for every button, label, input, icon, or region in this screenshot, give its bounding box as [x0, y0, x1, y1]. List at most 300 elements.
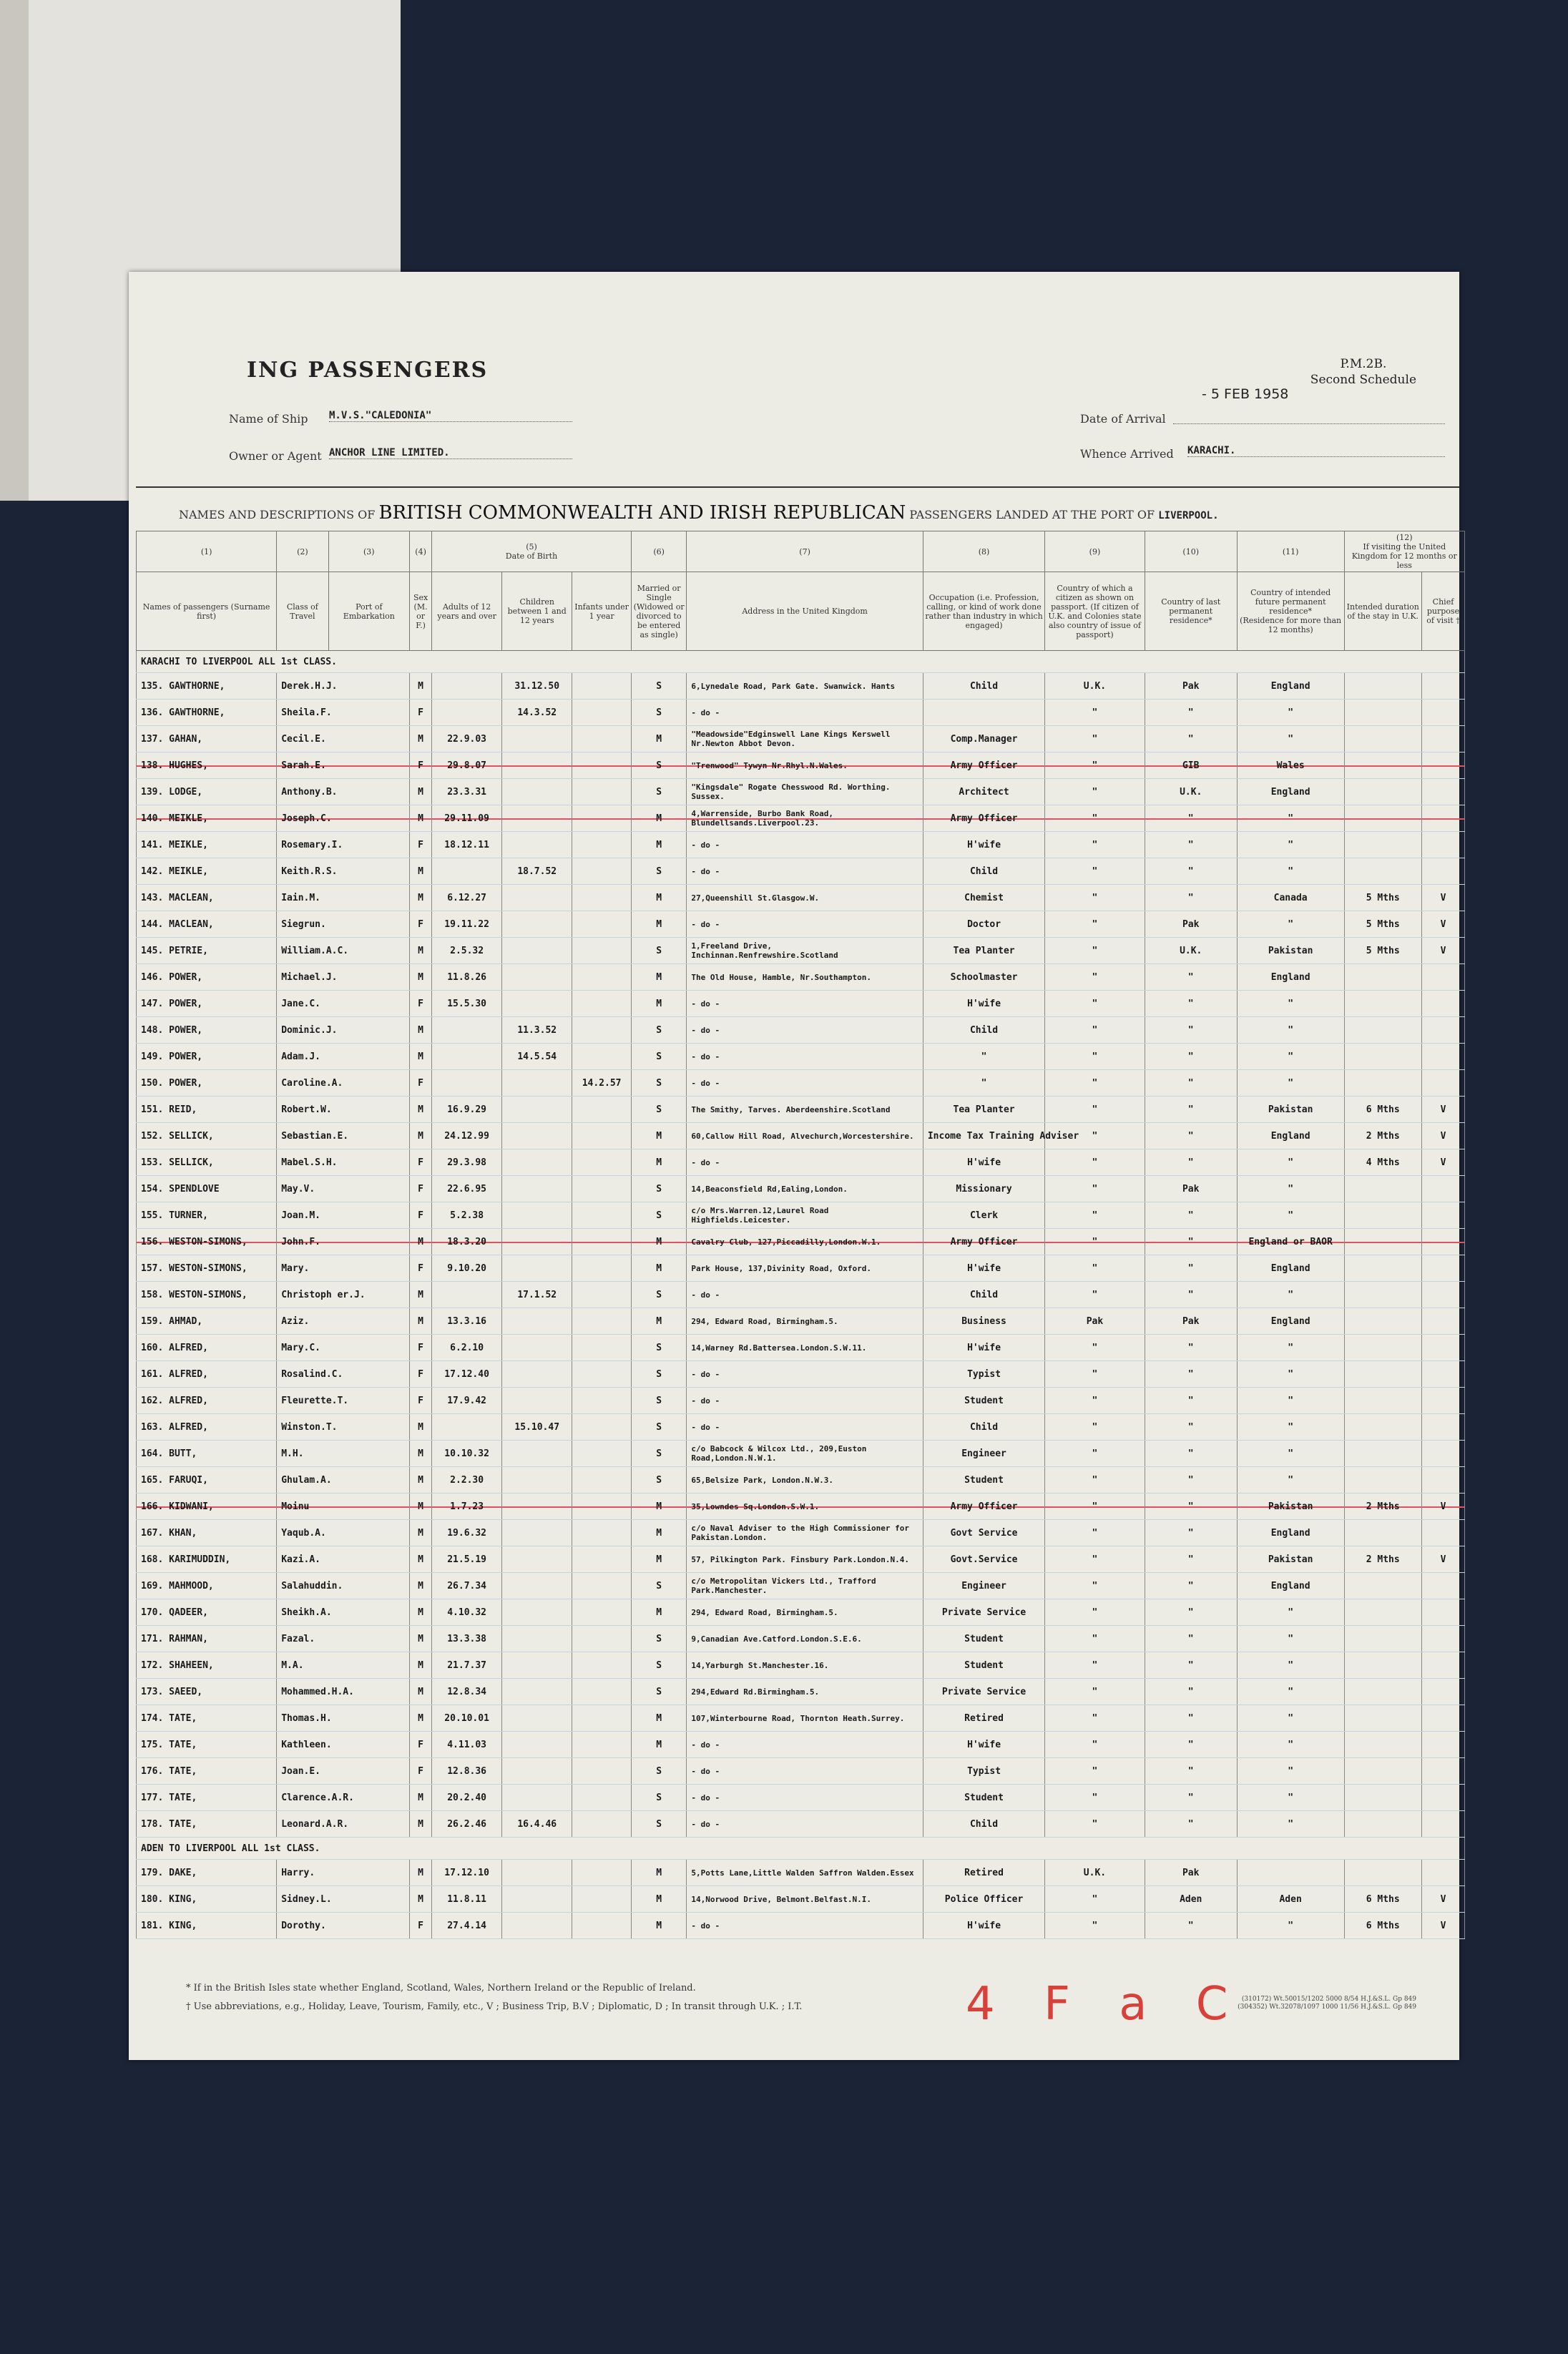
intended-residence: " [1288, 1395, 1294, 1406]
citizenship: " [1045, 1758, 1145, 1785]
surname: POWER, [169, 1077, 203, 1089]
given-names: Moinu [277, 1494, 410, 1520]
marital-status: S [631, 1758, 686, 1785]
dob-adult [432, 700, 502, 726]
row-number: 179. [141, 1867, 164, 1878]
intended-residence: " [1288, 918, 1294, 930]
passenger-name [137, 726, 277, 752]
intended-duration [1344, 1202, 1421, 1229]
citizenship: " [1045, 1335, 1145, 1361]
dob-child [502, 779, 572, 805]
dob-adult: 11.8.11 [432, 1886, 502, 1913]
passenger-row [137, 1308, 1465, 1335]
dob-infant [572, 1705, 632, 1732]
intended-duration [1344, 1860, 1421, 1886]
surname: MAHMOOD, [169, 1580, 214, 1592]
dob-infant [572, 1520, 632, 1546]
future-residence [1237, 1335, 1344, 1361]
citizenship: " [1045, 1361, 1145, 1388]
uk-address: 14,Beaconsfield Rd,Ealing,London. [687, 1176, 923, 1202]
last-residence: " [1145, 1652, 1237, 1679]
row-number: 137. [141, 733, 164, 745]
passenger-row [137, 964, 1465, 991]
dob-child [502, 1913, 572, 1939]
surname: WESTON-SIMONS, [169, 1262, 248, 1274]
intended-residence: " [1288, 1368, 1294, 1380]
future-residence [1237, 1282, 1344, 1308]
row-number: 140. [141, 813, 164, 824]
dob-infant [572, 1388, 632, 1414]
given-names: Michael.J. [277, 964, 410, 991]
sex: M [410, 1282, 432, 1308]
future-residence [1237, 1202, 1344, 1229]
row-number: 145. [141, 945, 164, 956]
last-residence: " [1145, 1070, 1237, 1097]
given-names: Robert.W. [277, 1097, 410, 1123]
surname: KING, [169, 1920, 197, 1931]
row-number: 146. [141, 971, 164, 983]
given-names: Caroline.A. [277, 1070, 410, 1097]
surname: SELLICK, [169, 1157, 214, 1168]
dob-infant [572, 1044, 632, 1070]
passenger-row [137, 1097, 1465, 1123]
col5a-label: Adults of 12 years and over [432, 572, 502, 651]
future-residence [1237, 1652, 1344, 1679]
dob-infant [572, 1123, 632, 1149]
visit-purpose [1421, 1308, 1464, 1335]
dob-child: 18.7.52 [502, 858, 572, 885]
intended-residence: England [1270, 1262, 1310, 1274]
passenger-name [137, 673, 277, 700]
given-names: Mohammed.H.A. [277, 1679, 410, 1705]
visit-purpose [1421, 1388, 1464, 1414]
visit-purpose [1421, 1414, 1464, 1441]
marital-status: S [631, 1202, 686, 1229]
row-number: 141. [141, 839, 164, 850]
dob-child [502, 885, 572, 911]
col9-num: (9) [1045, 531, 1145, 572]
given-names: Rosalind.C. [277, 1361, 410, 1388]
intended-residence: " [1288, 1920, 1294, 1931]
uk-address: c/o Babcock & Wilcox Ltd., 209,Euston Road,London.N.W.1. [687, 1441, 923, 1467]
last-residence: " [1145, 1229, 1237, 1255]
marital-status: M [631, 726, 686, 752]
given-names: Joan.M. [277, 1202, 410, 1229]
last-residence: " [1145, 1732, 1237, 1758]
col10-num: (10) [1145, 531, 1237, 572]
given-names: Dorothy. [277, 1913, 410, 1939]
dob-adult [432, 1282, 502, 1308]
dob-infant [572, 779, 632, 805]
last-residence: U.K. [1145, 779, 1237, 805]
residence-note: (Residence for more than 12 months) [1240, 616, 1342, 634]
passenger-row [137, 779, 1465, 805]
sex: F [410, 1070, 432, 1097]
given-names: Sidney.L. [277, 1886, 410, 1913]
passenger-name [137, 1414, 277, 1441]
dob-child [502, 1229, 572, 1255]
future-residence [1237, 1097, 1344, 1123]
marital-status: M [631, 1860, 686, 1886]
uk-address: c/o Mrs.Warren.12,Laurel Road Highfields.Leicester. [687, 1202, 923, 1229]
given-names: Anthony.B. [277, 779, 410, 805]
occupation: Missionary [923, 1176, 1044, 1202]
passenger-row [137, 1758, 1465, 1785]
marital-status: S [631, 1097, 686, 1123]
passenger-name [137, 832, 277, 858]
occupation [923, 700, 1044, 726]
sex: M [410, 1123, 432, 1149]
passenger-row [137, 1176, 1465, 1202]
sex: M [410, 1229, 432, 1255]
intended-residence: " [1288, 1421, 1294, 1433]
intended-duration [1344, 673, 1421, 700]
given-names: Harry. [277, 1860, 410, 1886]
dob-child [502, 1494, 572, 1520]
marital-status: S [631, 779, 686, 805]
given-names: Siegrun. [277, 911, 410, 938]
visit-purpose [1421, 752, 1464, 779]
surname: DAKE, [169, 1867, 197, 1878]
surname: WESTON-SIMONS, [169, 1236, 248, 1247]
citizenship: " [1045, 885, 1145, 911]
surname: RAHMAN, [169, 1633, 208, 1644]
col12-label: If visiting the United Kingdom for 12 months or less [1351, 542, 1457, 570]
intended-residence: " [1288, 707, 1294, 718]
uk-address: 57, Pilkington Park. Finsbury Park.London.N.4. [687, 1546, 923, 1573]
passenger-name [137, 1679, 277, 1705]
dob-adult: 17.12.40 [432, 1361, 502, 1388]
given-names: Iain.M. [277, 885, 410, 911]
surname: WESTON-SIMONS, [169, 1289, 248, 1300]
citizenship: " [1045, 1097, 1145, 1123]
given-names: Cecil.E. [277, 726, 410, 752]
passenger-name [137, 1546, 277, 1573]
last-residence: " [1145, 1044, 1237, 1070]
passenger-row [137, 1705, 1465, 1732]
passenger-row [137, 1441, 1465, 1467]
marital-status: S [631, 1017, 686, 1044]
passenger-row [137, 885, 1465, 911]
uk-address: - do - [687, 1361, 923, 1388]
visit-purpose: V [1421, 1097, 1464, 1123]
passenger-name [137, 1123, 277, 1149]
passenger-name [137, 1044, 277, 1070]
dob-infant [572, 1467, 632, 1494]
surname: SHAHEEN, [169, 1659, 214, 1671]
intended-residence: England [1270, 1580, 1310, 1592]
sex: M [410, 1308, 432, 1335]
intended-duration [1344, 1255, 1421, 1282]
dob-infant [572, 1414, 632, 1441]
intended-residence: " [1288, 998, 1294, 1009]
sex: M [410, 779, 432, 805]
sex: M [410, 1626, 432, 1652]
handwritten-annotation: 4 F a C [966, 1978, 1245, 2031]
surname: KARIMUDDIN, [169, 1554, 231, 1565]
occupation: Schoolmaster [923, 964, 1044, 991]
intended-residence: " [1288, 1183, 1294, 1195]
given-names: William.A.C. [277, 938, 410, 964]
passenger-name [137, 1599, 277, 1626]
last-residence: " [1145, 1149, 1237, 1176]
dob-infant [572, 1229, 632, 1255]
surname: POWER, [169, 1024, 203, 1036]
passenger-row [137, 1732, 1465, 1758]
marital-status: M [631, 1705, 686, 1732]
col12-head [1344, 531, 1464, 572]
sex: M [410, 1546, 432, 1573]
future-residence [1237, 1705, 1344, 1732]
visit-purpose [1421, 700, 1464, 726]
names-prefix: NAMES AND DESCRIPTIONS OF [179, 508, 376, 521]
dob-adult: 18.12.11 [432, 832, 502, 858]
last-residence: " [1145, 1414, 1237, 1441]
occupation: Child [923, 673, 1044, 700]
given-names: Sarah.E. [277, 752, 410, 779]
citizenship: " [1045, 1044, 1145, 1070]
surname: ALFRED, [169, 1395, 208, 1406]
intended-duration: 2 Mths [1344, 1123, 1421, 1149]
dob-child [502, 1335, 572, 1361]
intended-duration [1344, 1388, 1421, 1414]
dob-adult: 22.9.03 [432, 726, 502, 752]
sex: M [410, 1414, 432, 1441]
surname: POWER, [169, 971, 203, 983]
intended-duration: 5 Mths [1344, 911, 1421, 938]
row-number: 159. [141, 1315, 164, 1327]
row-number: 139. [141, 786, 164, 798]
uk-address: 27,Queenshill St.Glasgow.W. [687, 885, 923, 911]
dob-child [502, 1388, 572, 1414]
passenger-row [137, 1361, 1465, 1388]
citizenship: " [1045, 1785, 1145, 1811]
dob-child [502, 991, 572, 1017]
marital-status: M [631, 1123, 686, 1149]
uk-address: "Meadowside"Edginswell Lane Kings Kerswell Nr.Newton Abbot Devon. [687, 726, 923, 752]
passenger-row [137, 1860, 1465, 1886]
uk-address: 65,Belsize Park, London.N.W.3. [687, 1467, 923, 1494]
dob-adult: 19.11.22 [432, 911, 502, 938]
visit-purpose [1421, 1282, 1464, 1308]
occupation: H'wife [923, 1335, 1044, 1361]
intended-residence: " [1288, 1633, 1294, 1644]
intended-duration [1344, 752, 1421, 779]
given-names: Mary.C. [277, 1335, 410, 1361]
intended-residence: " [1288, 1024, 1294, 1036]
marital-status: S [631, 1652, 686, 1679]
given-names: Christoph er.J. [277, 1282, 410, 1308]
intended-duration [1344, 1705, 1421, 1732]
passenger-name [137, 911, 277, 938]
surname: ALFRED, [169, 1368, 208, 1380]
citizenship: " [1045, 1520, 1145, 1546]
dob-child [502, 1361, 572, 1388]
row-number: 151. [141, 1104, 164, 1115]
uk-address: 1,Freeland Drive, Inchinnan.Renfrewshire.Scotland [687, 938, 923, 964]
sex: M [410, 858, 432, 885]
dob-child [502, 1176, 572, 1202]
intended-duration [1344, 1414, 1421, 1441]
col11-num: (11) [1237, 531, 1344, 572]
sex: F [410, 1202, 432, 1229]
last-residence: " [1145, 832, 1237, 858]
occupation: Student [923, 1626, 1044, 1652]
dob-adult: 20.10.01 [432, 1705, 502, 1732]
citizenship: Pak [1045, 1308, 1145, 1335]
marital-status: M [631, 964, 686, 991]
given-names: Derek.H.J. [277, 673, 410, 700]
surname: SELLICK, [169, 1130, 214, 1142]
future-residence [1237, 1679, 1344, 1705]
surname: TURNER, [169, 1210, 208, 1221]
surname: MACLEAN, [169, 918, 214, 930]
visit-purpose [1421, 1599, 1464, 1626]
ship-name-value: M.V.S."CALEDONIA" [329, 410, 572, 422]
passenger-name [137, 779, 277, 805]
dob-child [502, 1599, 572, 1626]
citizenship: U.K. [1045, 1860, 1145, 1886]
intended-duration [1344, 1811, 1421, 1838]
dob-adult [432, 673, 502, 700]
given-names: Leonard.A.R. [277, 1811, 410, 1838]
intended-duration: 6 Mths [1344, 1886, 1421, 1913]
surname: TATE, [169, 1739, 197, 1750]
occupation: Child [923, 1414, 1044, 1441]
section-label-aden: ADEN TO LIVERPOOL ALL 1st CLASS. [137, 1838, 1465, 1860]
intended-duration [1344, 964, 1421, 991]
arrival-date-stamp: - 5 FEB 1958 [1202, 386, 1289, 402]
citizenship: " [1045, 1017, 1145, 1044]
given-names: Joan.E. [277, 1758, 410, 1785]
future-residence [1237, 726, 1344, 752]
future-residence [1237, 1255, 1344, 1282]
uk-address: c/o Naval Adviser to the High Commissioner for Pakistan.London. [687, 1520, 923, 1546]
citizenship: " [1045, 1229, 1145, 1255]
dob-child [502, 1705, 572, 1732]
marital-status: S [631, 858, 686, 885]
form-code-block [1310, 356, 1416, 388]
surname: TATE, [169, 1765, 197, 1777]
col2-num: (2) [277, 531, 328, 572]
col8-label: Occupation (i.e. Profession, calling, or kind of work done rather than industry in which engaged) [923, 572, 1044, 651]
citizenship: " [1045, 1652, 1145, 1679]
marital-status: S [631, 1361, 686, 1388]
intended-residence: " [1288, 1289, 1294, 1300]
surname: LODGE, [169, 786, 203, 798]
given-names: Kathleen. [277, 1732, 410, 1758]
given-names: Aziz. [277, 1308, 410, 1335]
dob-adult: 29.8.07 [432, 752, 502, 779]
passenger-name [137, 1732, 277, 1758]
row-number: 153. [141, 1157, 164, 1168]
intended-residence: " [1288, 1818, 1294, 1830]
passenger-name [137, 805, 277, 832]
future-residence [1237, 1626, 1344, 1652]
dob-adult: 1.7.23 [432, 1494, 502, 1520]
future-residence [1237, 1520, 1344, 1546]
dob-infant [572, 1361, 632, 1388]
marital-status: S [631, 1467, 686, 1494]
dob-child: 31.12.50 [502, 673, 572, 700]
dob-child [502, 938, 572, 964]
row-number: 168. [141, 1554, 164, 1565]
passenger-row [137, 1679, 1465, 1705]
uk-address: - do - [687, 1414, 923, 1441]
col10-label: Country of last permanent residence* [1145, 572, 1237, 651]
last-residence: " [1145, 726, 1237, 752]
surname: TATE, [169, 1712, 197, 1724]
passenger-row [137, 752, 1465, 779]
dob-infant [572, 1335, 632, 1361]
arrival-label: Date of Arrival [1080, 412, 1166, 426]
intended-residence: " [1288, 733, 1294, 745]
citizenship: " [1045, 726, 1145, 752]
dob-infant [572, 1860, 632, 1886]
visit-purpose: V [1421, 1123, 1464, 1149]
col7-num: (7) [687, 531, 923, 572]
passenger-row [137, 805, 1465, 832]
passenger-name [137, 1308, 277, 1335]
future-residence [1237, 1732, 1344, 1758]
dob-infant [572, 1494, 632, 1520]
given-names: Salahuddin. [277, 1573, 410, 1599]
uk-address: 294, Edward Road, Birmingham.5. [687, 1599, 923, 1626]
citizenship: " [1045, 700, 1145, 726]
passenger-name [137, 1335, 277, 1361]
section-row-karachi [137, 651, 1465, 673]
marital-status: S [631, 938, 686, 964]
given-names: Ghulam.A. [277, 1467, 410, 1494]
dob-child [502, 1097, 572, 1123]
dob-adult: 13.3.16 [432, 1308, 502, 1335]
section-row-aden [137, 1838, 1465, 1860]
uk-address: - do - [687, 1282, 923, 1308]
last-residence: " [1145, 1913, 1237, 1939]
future-residence [1237, 779, 1344, 805]
future-residence [1237, 1017, 1344, 1044]
last-residence: " [1145, 1123, 1237, 1149]
row-number: 174. [141, 1712, 164, 1724]
future-residence [1237, 1494, 1344, 1520]
intended-duration [1344, 1573, 1421, 1599]
printer-line-1: (310172) Wt.50015/1202 5000 8/54 H.J.&S.L. Gp 849 [1241, 1996, 1416, 2003]
col8-num: (8) [923, 531, 1044, 572]
sex: M [410, 805, 432, 832]
occupation: Retired [923, 1860, 1044, 1886]
visit-purpose [1421, 832, 1464, 858]
passenger-name [137, 1626, 277, 1652]
marital-status: S [631, 1441, 686, 1467]
passenger-row [137, 726, 1465, 752]
occupation: Typist [923, 1361, 1044, 1388]
sex: M [410, 1679, 432, 1705]
dob-infant [572, 832, 632, 858]
sex: M [410, 1652, 432, 1679]
passenger-name [137, 1441, 277, 1467]
dob-infant [572, 1886, 632, 1913]
citizenship: " [1045, 1626, 1145, 1652]
future-residence [1237, 1785, 1344, 1811]
sex: M [410, 1785, 432, 1811]
intended-residence: England [1270, 680, 1310, 692]
given-names: Mary. [277, 1255, 410, 1282]
citizenship: " [1045, 1388, 1145, 1414]
citizenship: " [1045, 991, 1145, 1017]
sex: F [410, 1913, 432, 1939]
future-residence [1237, 1123, 1344, 1149]
intended-residence: " [1288, 839, 1294, 850]
